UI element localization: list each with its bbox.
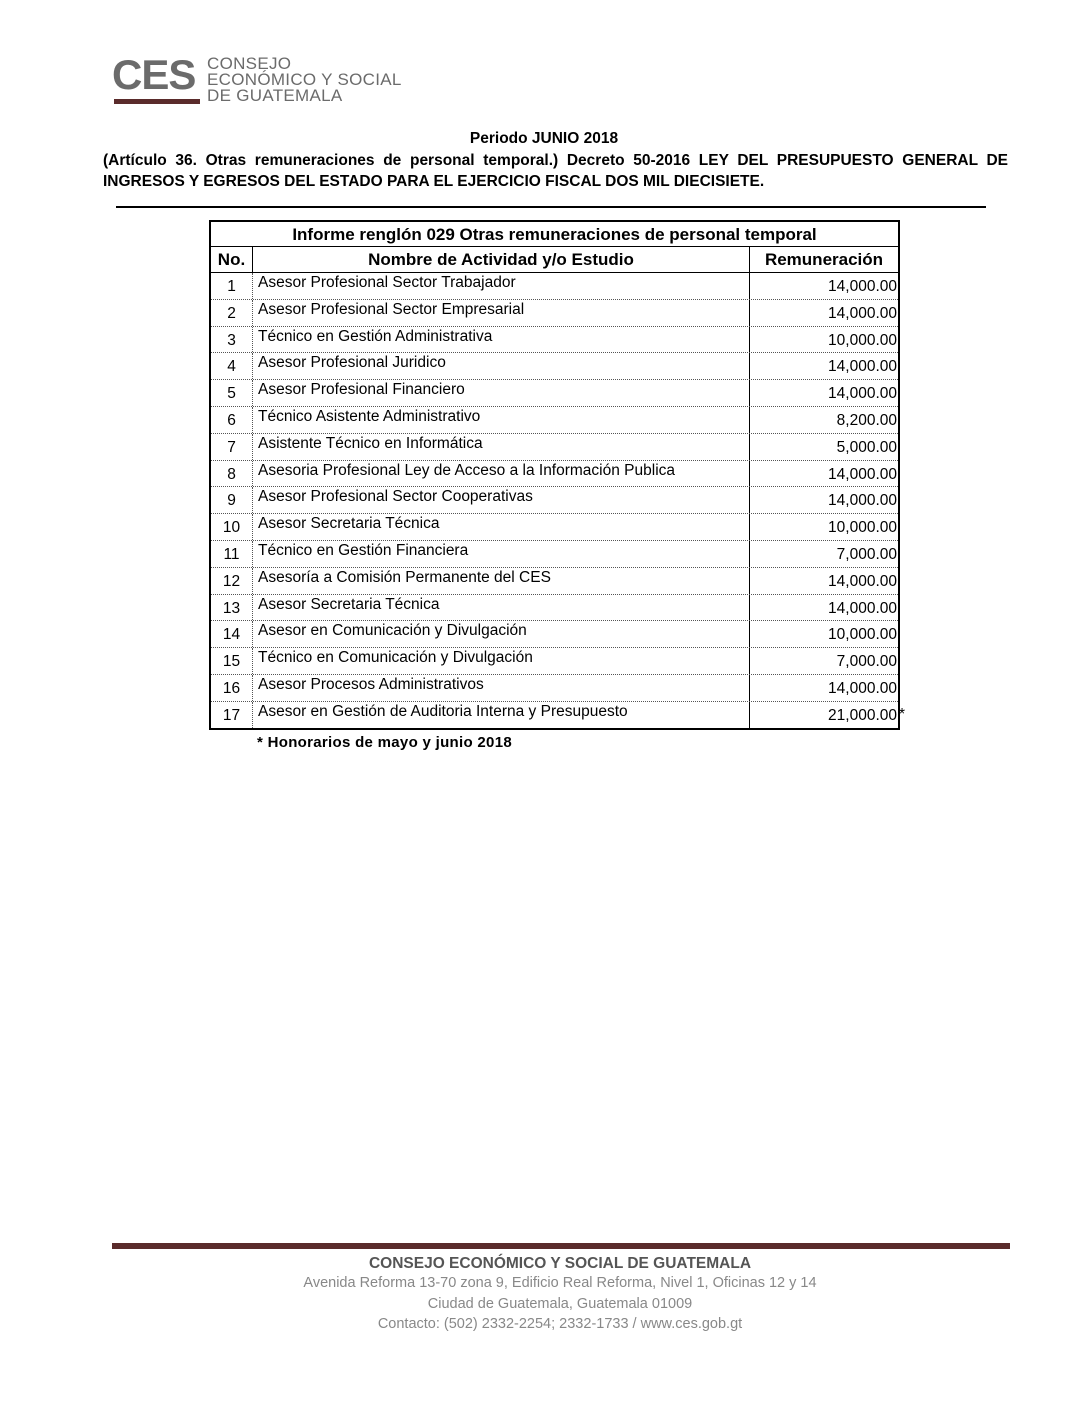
table-row (211, 487, 898, 514)
article-reference: (Artículo 36. Otras remuneraciones de personal temporal.) Decreto 50-2016 LEY DEL PRESUPUESTO GENERAL DE INGRESOS Y EGRESOS DEL ESTADO PARA EL EJERCICIO FISCAL DOS MIL DIECISIETE. (103, 152, 1008, 190)
cell-name: Asesor Secretaria Técnica (253, 595, 750, 621)
cell-no: 4 (211, 353, 253, 379)
cell-name: Técnico en Gestión Financiera (253, 541, 750, 567)
cell-name: Asistente Técnico en Informática (253, 434, 750, 460)
cell-amount: 14,000.00 (828, 385, 897, 403)
cell-amount: 10,000.00 (828, 626, 897, 644)
table-row (211, 568, 898, 595)
cell-name: Técnico en Comunicación y Divulgación (253, 648, 750, 674)
table-row (211, 648, 898, 675)
cell-amount: 7,000.00 (836, 653, 897, 671)
table-row (211, 461, 898, 488)
table-row (211, 541, 898, 568)
cell-amount: 14,000.00 (828, 599, 897, 617)
remuneration-table (209, 220, 900, 730)
cell-no: 9 (211, 487, 253, 513)
cell-name: Técnico Asistente Administrativo (253, 407, 750, 433)
header-divider (116, 206, 986, 208)
cell-no: 15 (211, 648, 253, 674)
cell-no: 8 (211, 461, 253, 487)
period-heading: Periodo JUNIO 2018 (469, 130, 619, 147)
footer-contact: Contacto: (502) 2332-2254; 2332-1733 / www.ces.gob.gt (377, 1316, 743, 1332)
cell-no: 1 (211, 273, 253, 299)
cell-no: 14 (211, 621, 253, 647)
logo-mark: CES (112, 51, 196, 98)
cell-amount: 14,000.00 (828, 465, 897, 483)
cell-name: Asesoria Profesional Ley de Acceso a la Información Publica (253, 461, 750, 487)
cell-no: 6 (211, 407, 253, 433)
cell-name: Asesoría a Comisión Permanente del CES (253, 568, 750, 594)
logo-line-1: CONSEJO (207, 54, 292, 73)
column-header-no: No. (211, 247, 253, 272)
cell-amount: 21,000.00 (828, 706, 897, 724)
cell-amount: 7,000.00 (836, 545, 897, 563)
table-row (211, 702, 898, 728)
table-row (211, 353, 898, 380)
cell-no: 12 (211, 568, 253, 594)
cell-name: Asesor Profesional Financiero (253, 380, 750, 406)
cell-amount: 14,000.00 (828, 304, 897, 322)
cell-name: Asesor en Gestión de Auditoria Interna y Presupuesto (253, 702, 750, 728)
footer-organization: CONSEJO ECONÓMICO Y SOCIAL DE GUATEMALA (368, 1255, 752, 1272)
table-body (211, 273, 898, 728)
table-row (211, 300, 898, 327)
table-footnote: * Honorarios de mayo y junio 2018 (257, 734, 512, 751)
table-row (211, 407, 898, 434)
table-row (211, 621, 898, 648)
table-row (211, 434, 898, 461)
cell-name: Asesor Profesional Sector Cooperativas (253, 487, 750, 513)
column-header-remuneration: Remuneración (764, 250, 884, 269)
table-row (211, 273, 898, 300)
cell-amount: 8,200.00 (836, 411, 897, 429)
cell-name: Asesor Profesional Sector Empresarial (253, 300, 750, 326)
cell-no: 10 (211, 514, 253, 540)
cell-no: 11 (211, 541, 253, 567)
cell-no: 13 (211, 595, 253, 621)
logo-line-3: DE GUATEMALA (207, 86, 343, 105)
logo-underline (114, 99, 200, 104)
cell-name: Asesor Procesos Administrativos (253, 675, 750, 701)
column-header-name: Nombre de Actividad y/o Estudio (253, 247, 750, 272)
cell-name: Asesor Profesional Sector Trabajador (253, 273, 750, 299)
cell-amount: 10,000.00 (828, 331, 897, 349)
cell-amount: 14,000.00 (828, 572, 897, 590)
table-row (211, 595, 898, 622)
cell-amount: 14,000.00 (828, 679, 897, 697)
footer-divider (112, 1243, 1010, 1249)
cell-no: 2 (211, 300, 253, 326)
cell-no: 5 (211, 380, 253, 406)
cell-name: Asesor en Comunicación y Divulgación (253, 621, 750, 647)
cell-no: 17 (211, 702, 253, 728)
row-17-asterisk: * (899, 705, 906, 723)
logo-text (207, 56, 402, 104)
cell-amount: 5,000.00 (836, 438, 897, 456)
cell-name: Asesor Profesional Juridico (253, 353, 750, 379)
footer-city: Ciudad de Guatemala, Guatemala 01009 (427, 1296, 693, 1312)
table-row (211, 380, 898, 407)
table-title: Informe renglón 029 Otras remuneraciones de personal temporal (211, 222, 898, 247)
cell-name: Técnico en Gestión Administrativa (253, 327, 750, 353)
cell-name: Asesor Secretaria Técnica (253, 514, 750, 540)
cell-amount: 14,000.00 (828, 492, 897, 510)
table-row (211, 327, 898, 354)
cell-amount: 14,000.00 (828, 358, 897, 376)
cell-amount: 14,000.00 (828, 278, 897, 295)
logo-line-2: ECONÓMICO Y SOCIAL (207, 70, 402, 89)
table-row (211, 675, 898, 702)
footer-address: Avenida Reforma 13-70 zona 9, Edificio Real Reforma, Nivel 1, Oficinas 12 y 14 (303, 1275, 817, 1291)
table-header-row (211, 247, 898, 273)
cell-amount: 10,000.00 (828, 519, 897, 537)
cell-no: 3 (211, 327, 253, 353)
table-row (211, 514, 898, 541)
cell-no: 7 (211, 434, 253, 460)
cell-no: 16 (211, 675, 253, 701)
